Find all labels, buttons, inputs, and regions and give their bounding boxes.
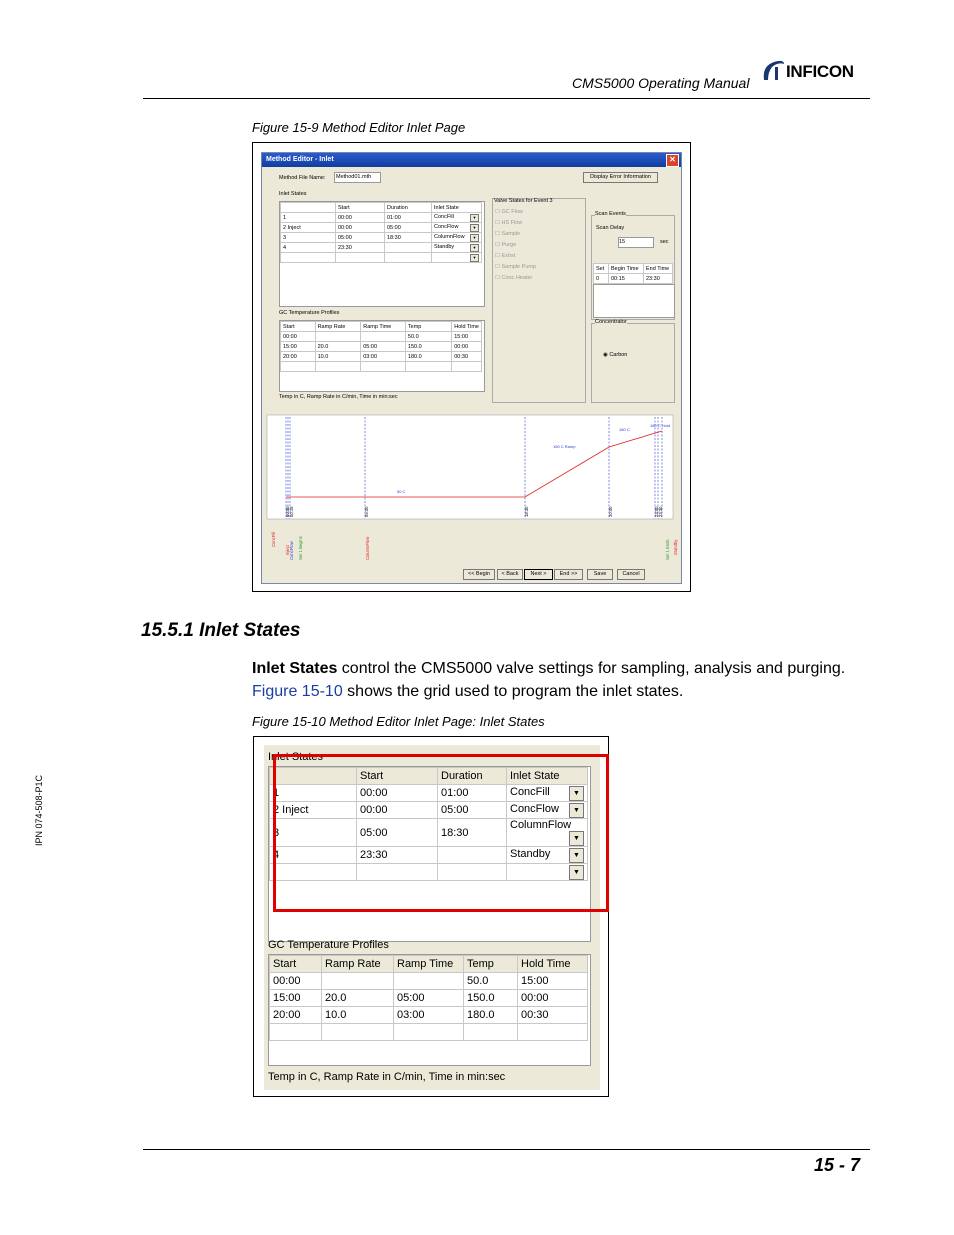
section-paragraph: Inlet States control the CMS5000 valve settings for sampling, analysis and purging. Figure 15-10 shows the grid used to program the inlet states. — [252, 660, 846, 700]
plot-label: 150 C Ramp — [553, 444, 576, 449]
concentrator-group — [591, 323, 675, 403]
tick-label: 20:00 — [608, 506, 613, 517]
scan-delay-label: Scan Delay — [596, 225, 625, 231]
method-file-label: Method File Name: — [279, 175, 326, 181]
scan-delay-unit: sec — [660, 239, 669, 245]
footer-rule — [143, 1149, 870, 1150]
valve-checkbox[interactable]: ☐ Exhst — [495, 253, 516, 259]
table-row: 00:00 50.0 15:00 — [281, 332, 482, 342]
tick-label: 23:00 — [654, 506, 659, 517]
table-row — [270, 1024, 588, 1041]
method-editor-window — [261, 152, 682, 584]
cancel-button[interactable]: Cancel — [617, 569, 645, 580]
figure-frame-2 — [253, 736, 609, 1097]
event-label: Standby — [673, 539, 678, 555]
inlet-states-label-small: Inlet States — [279, 191, 307, 197]
valve-states-label: Valve States for Event 3 — [494, 198, 553, 204]
inlet-states-label: Inlet States — [268, 751, 324, 763]
valve-checkbox[interactable]: ☐ Sample — [495, 231, 521, 237]
event-label: ConcFlow — [289, 541, 294, 560]
window-title-bar — [262, 153, 681, 167]
table-row — [281, 253, 482, 263]
table-row: 3 05:00 18:30 ColumnFlow ▼ — [281, 233, 482, 243]
valve-checkbox[interactable]: ☐ HS Flow — [495, 220, 523, 226]
save-button[interactable]: Save — [587, 569, 613, 580]
table-row: 20:00 10.0 03:00 180.0 00:30 — [270, 1007, 588, 1024]
table-row: 4 23:30 Standby ▼ — [281, 243, 482, 253]
inlet-timeline-plot — [267, 415, 678, 565]
units-note-small: Temp in C, Ramp Rate in C/min, Time in min:sec — [279, 394, 398, 400]
inficon-logo-icon — [760, 58, 786, 82]
figure-caption-2: Figure 15-10 Method Editor Inlet Page: Inlet States — [252, 714, 545, 729]
table-row: 00:00 50.0 15:00 — [270, 973, 588, 990]
tick-label: 00:15 — [289, 506, 294, 517]
valve-checkbox[interactable]: ☐ Conc Heater — [495, 275, 533, 281]
tick-label: 23:30 — [658, 506, 663, 517]
page-number: 15 - 7 — [814, 1155, 861, 1175]
table-row — [281, 362, 482, 372]
dropdown-arrow-icon[interactable]: ▼ — [569, 848, 584, 863]
table-row: 2 Inject 00:00 05:00 ConcFlow ▼ — [270, 802, 588, 819]
table-row: 0 00:15 23:30 — [594, 274, 673, 284]
units-note: Temp in C, Ramp Rate in C/min, Time in min:sec — [268, 1071, 506, 1083]
concentrator-radio[interactable]: ◉ Carbon — [603, 352, 628, 358]
gc-profiles-label: GC Temperature Profiles — [268, 939, 389, 951]
dropdown-arrow-icon[interactable]: ▼ — [470, 234, 479, 242]
event-label: Inject — [285, 544, 290, 555]
plot-label: 50 C — [397, 489, 406, 494]
event-label: ColumnFlow — [365, 536, 370, 560]
figure-caption-1: Figure 15-9 Method Editor Inlet Page — [252, 120, 466, 135]
plot-label: 180 C Hold — [650, 423, 671, 428]
window-title: Method Editor - Inlet — [266, 156, 334, 163]
valve-checkbox[interactable]: ☐ Purge — [495, 242, 517, 248]
valve-checkbox[interactable]: ☐ GC Flow — [495, 209, 523, 215]
close-icon[interactable]: ✕ — [666, 154, 679, 167]
tick-label: 18:30 — [524, 506, 529, 517]
header-rule — [143, 98, 870, 99]
brand-name: INFICON — [786, 62, 854, 81]
event-label: Set 1 Begins — [298, 536, 303, 560]
tick-label: 05:00 — [364, 506, 369, 517]
inlet-states-zoom-panel — [264, 745, 600, 1090]
display-error-button[interactable]: Display Error Information — [583, 172, 658, 183]
table-row: 1 00:00 01:00 ConcFill ▼ — [270, 785, 588, 802]
figure-link[interactable]: Figure 15-10 — [252, 683, 343, 700]
gc-profiles-grid-small[interactable]: Start Ramp Rate Ramp Time Temp Hold Time 00:00 50.0 15:00 15:00 20.0 05:00 150.0 00:00 20:00 10.0 03:00 180.0 00:30 — [280, 321, 482, 372]
table-row: 20:00 10.0 03:00 180.0 00:30 — [281, 352, 482, 362]
table-row: 4 23:30 Standby ▼ — [270, 847, 588, 864]
scan-grid-blank — [593, 284, 675, 318]
inlet-states-grid-small[interactable]: Start Duration Inlet State 1 00:00 01:00 ConcFill ▼ 2 Inject 00:00 05:00 ConcFlow ▼ 3 05:00 18:30 ColumnFlow ▼ 4 23:30 Standby ▼ ▼ — [280, 202, 482, 263]
scan-delay-input[interactable]: 15 — [618, 237, 654, 248]
table-row: 15:00 20.0 05:00 150.0 00:00 — [270, 990, 588, 1007]
begin-button[interactable]: << Begin — [463, 569, 495, 580]
dropdown-arrow-icon[interactable]: ▼ — [569, 831, 584, 846]
section-title: 15.5.1 Inlet States — [141, 620, 301, 641]
dropdown-arrow-icon[interactable]: ▼ — [470, 214, 479, 222]
back-button[interactable]: < Back — [497, 569, 523, 580]
scan-events-grid[interactable]: Set Begin Time End Time 0 00:15 23:30 — [593, 263, 673, 284]
dropdown-arrow-icon[interactable]: ▼ — [470, 244, 479, 252]
dropdown-arrow-icon[interactable]: ▼ — [569, 865, 584, 880]
end-button[interactable]: End >> — [554, 569, 583, 580]
valve-checkbox[interactable]: ☐ Sample Pump — [495, 264, 537, 270]
valve-states-group — [492, 198, 586, 403]
table-row: 1 00:00 01:00 ConcFill ▼ — [281, 213, 482, 223]
dropdown-arrow-icon[interactable]: ▼ — [569, 786, 584, 801]
dropdown-arrow-icon[interactable]: ▼ — [470, 224, 479, 232]
plot-label: 180 C — [619, 427, 630, 432]
tick-label: 00:00 — [285, 506, 290, 517]
gc-label-small: GC Temperature Profiles — [279, 310, 340, 316]
method-file-input[interactable]: Method01.mth — [334, 172, 381, 183]
side-ipn-text: IPN 074-508-P1C — [34, 774, 44, 846]
dropdown-arrow-icon[interactable]: ▼ — [470, 254, 479, 262]
event-label: ConcFill — [271, 531, 276, 547]
gc-profiles-grid[interactable]: Start Ramp Rate Ramp Time Temp Hold Time 00:00 50.0 15:00 15:00 20.0 05:00 150.0 00:00 20:00 10.0 03:00 180.0 00:30 — [269, 955, 588, 1041]
dropdown-arrow-icon[interactable]: ▼ — [569, 803, 584, 818]
table-row: 15:00 20.0 05:00 150.0 00:00 — [281, 342, 482, 352]
concentrator-label: Concentrator — [595, 319, 627, 325]
table-row: 3 05:00 18:30 ColumnFlow ▼ — [270, 819, 588, 847]
table-row: 2 Inject 00:00 05:00 ConcFlow ▼ — [281, 223, 482, 233]
event-label: Set 1 Ends — [665, 539, 670, 560]
next-button[interactable]: Next > — [524, 569, 553, 580]
manual-title: CMS5000 Operating Manual — [572, 75, 750, 91]
scan-events-label: Scan Events — [595, 211, 626, 217]
highlight-box — [273, 754, 609, 912]
inlet-states-grid[interactable]: Start Duration Inlet State 1 00:00 01:00 ConcFill ▼ 2 Inject 00:00 05:00 ConcFlow ▼ 3 05:00 18:30 ColumnFlow ▼ 4 23:30 Standby ▼ ▼ — [269, 767, 588, 881]
